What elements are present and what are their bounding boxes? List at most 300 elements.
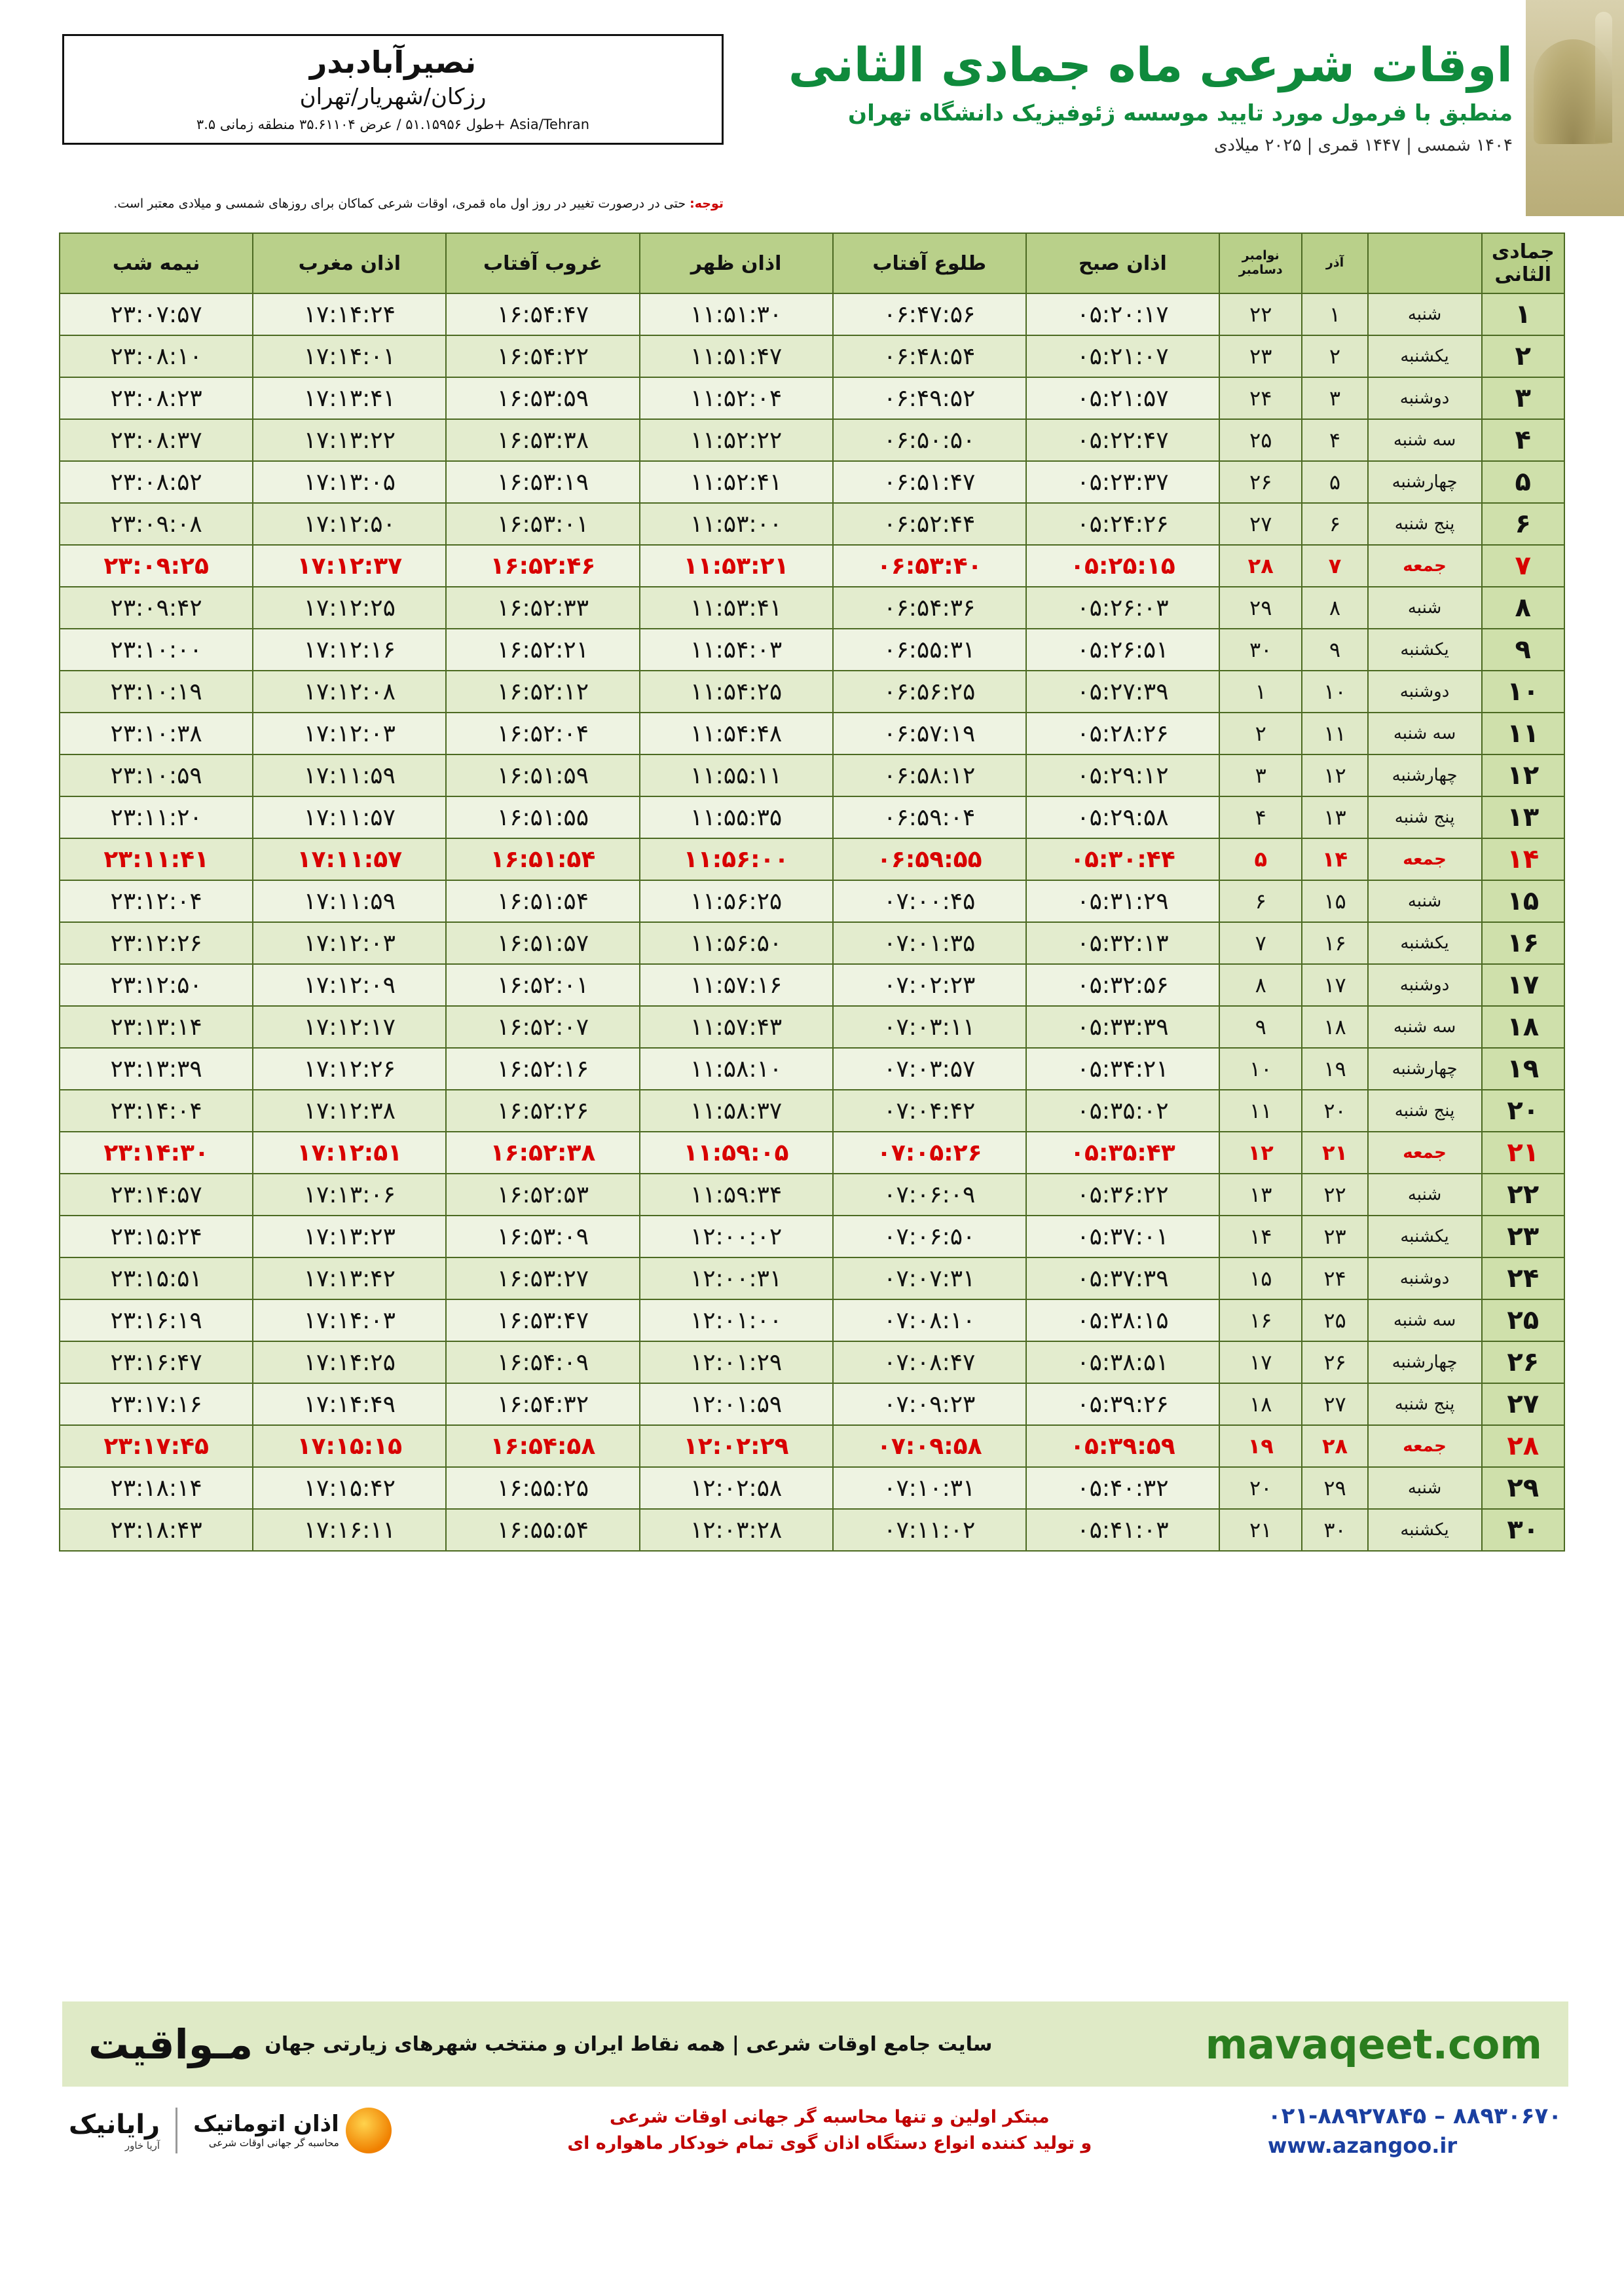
cell-hijri: ۱۹: [1302, 1048, 1367, 1090]
cell-dhuhr: ۱۱:۵۴:۲۵: [640, 671, 833, 713]
cell-fajr: ۰۵:۳۲:۱۳: [1026, 922, 1219, 964]
cell-dhuhr: ۱۲:۰۲:۵۸: [640, 1467, 833, 1509]
cell-midnight: ۲۳:۱۶:۴۷: [60, 1341, 253, 1383]
cell-maghrib: ۱۷:۱۴:۲۵: [253, 1341, 446, 1383]
cell-maghrib: ۱۷:۱۲:۲۵: [253, 587, 446, 629]
cell-sunrise: ۰۷:۰۶:۵۰: [833, 1216, 1026, 1257]
cell-midnight: ۲۳:۰۹:۲۵: [60, 545, 253, 587]
cell-hijri: ۲۷: [1302, 1383, 1367, 1425]
cell-midnight: ۲۳:۱۳:۳۹: [60, 1048, 253, 1090]
cell-sunrise: ۰۷:۰۵:۲۶: [833, 1132, 1026, 1174]
cell-midnight: ۲۳:۰۸:۳۷: [60, 419, 253, 461]
cell-midnight: ۲۳:۱۵:۵۱: [60, 1257, 253, 1299]
table-row: [60, 1090, 1564, 1132]
col-header-dhuhr: اذان ظهر: [640, 233, 833, 293]
cell-sunrise: ۰۷:۰۲:۲۳: [833, 964, 1026, 1006]
cell-sunrise: ۰۶:۵۹:۰۴: [833, 796, 1026, 838]
cell-fajr: ۰۵:۲۶:۰۳: [1026, 587, 1219, 629]
table-row: [60, 1425, 1564, 1467]
cell-maghrib: ۱۷:۱۱:۵۷: [253, 796, 446, 838]
cell-midnight: ۲۳:۱۱:۴۱: [60, 838, 253, 880]
col-header-midnight: نیمه شب: [60, 233, 253, 293]
cell-greg: ۵: [1219, 838, 1302, 880]
cell-weekday: پنج شنبه: [1368, 796, 1482, 838]
cell-fajr: ۰۵:۲۳:۳۷: [1026, 461, 1219, 503]
cell-hijri: ۲۶: [1302, 1341, 1367, 1383]
cell-sunrise: ۰۷:۰۳:۱۱: [833, 1006, 1026, 1048]
cell-fajr: ۰۵:۲۶:۵۱: [1026, 629, 1219, 671]
cell-weekday: دوشنبه: [1368, 377, 1482, 419]
cell-fajr: ۰۵:۲۹:۱۲: [1026, 754, 1219, 796]
cell-num: ۷: [1482, 545, 1564, 587]
cell-maghrib: ۱۷:۱۲:۰۹: [253, 964, 446, 1006]
rayanic-logo: [69, 2110, 160, 2151]
cell-num: ۳: [1482, 377, 1564, 419]
cell-sunrise: ۰۶:۴۸:۵۴: [833, 335, 1026, 377]
cell-midnight: ۲۳:۱۴:۵۷: [60, 1174, 253, 1216]
cell-maghrib: ۱۷:۱۳:۴۱: [253, 377, 446, 419]
table-row: [60, 545, 1564, 587]
cell-weekday: دوشنبه: [1368, 1257, 1482, 1299]
rayanic-logo-subtitle: آریا خاور: [124, 2140, 160, 2151]
cell-greg: ۲۰: [1219, 1467, 1302, 1509]
cell-sunrise: ۰۷:۰۰:۴۵: [833, 880, 1026, 922]
cell-hijri: ۱: [1302, 293, 1367, 335]
col-header-weekday: [1368, 233, 1482, 293]
cell-hijri: ۲۰: [1302, 1090, 1367, 1132]
cell-hijri: ۱۰: [1302, 671, 1367, 713]
cell-sunset: ۱۶:۵۳:۰۱: [446, 503, 639, 545]
cell-weekday: جمعه: [1368, 1132, 1482, 1174]
cell-sunset: ۱۶:۵۲:۱۶: [446, 1048, 639, 1090]
cell-maghrib: ۱۷:۱۲:۵۱: [253, 1132, 446, 1174]
cell-maghrib: ۱۷:۱۲:۵۰: [253, 503, 446, 545]
cell-sunset: ۱۶:۵۱:۵۷: [446, 922, 639, 964]
cell-num: ۴: [1482, 419, 1564, 461]
cell-sunrise: ۰۷:۰۹:۵۸: [833, 1425, 1026, 1467]
cell-sunrise: ۰۶:۵۰:۵۰: [833, 419, 1026, 461]
cell-num: ۱۸: [1482, 1006, 1564, 1048]
cell-num: ۱۳: [1482, 796, 1564, 838]
cell-sunrise: ۰۶:۵۵:۳۱: [833, 629, 1026, 671]
cell-midnight: ۲۳:۰۸:۵۲: [60, 461, 253, 503]
table-row: [60, 1048, 1564, 1090]
cell-greg: ۳۰: [1219, 629, 1302, 671]
cell-maghrib: ۱۷:۱۲:۲۶: [253, 1048, 446, 1090]
cell-midnight: ۲۳:۱۲:۵۰: [60, 964, 253, 1006]
cell-midnight: ۲۳:۰۹:۴۲: [60, 587, 253, 629]
cell-midnight: ۲۳:۱۲:۰۴: [60, 880, 253, 922]
cell-sunrise: ۰۷:۱۰:۳۱: [833, 1467, 1026, 1509]
cell-fajr: ۰۵:۳۸:۵۱: [1026, 1341, 1219, 1383]
cell-hijri: ۲۱: [1302, 1132, 1367, 1174]
cell-maghrib: ۱۷:۱۴:۰۱: [253, 335, 446, 377]
cell-hijri: ۳: [1302, 377, 1367, 419]
cell-sunrise: ۰۶:۵۶:۲۵: [833, 671, 1026, 713]
table-row: [60, 419, 1564, 461]
cell-dhuhr: ۱۱:۵۶:۲۵: [640, 880, 833, 922]
cell-sunrise: ۰۶:۵۷:۱۹: [833, 713, 1026, 754]
cell-maghrib: ۱۷:۱۳:۰۶: [253, 1174, 446, 1216]
cell-num: ۲۶: [1482, 1341, 1564, 1383]
location-box: [62, 34, 724, 145]
cell-fajr: ۰۵:۳۷:۰۱: [1026, 1216, 1219, 1257]
cell-fajr: ۰۵:۳۳:۳۹: [1026, 1006, 1219, 1048]
cell-hijri: ۵: [1302, 461, 1367, 503]
cell-dhuhr: ۱۲:۰۱:۵۹: [640, 1383, 833, 1425]
cell-midnight: ۲۳:۰۷:۵۷: [60, 293, 253, 335]
cell-num: ۹: [1482, 629, 1564, 671]
cell-weekday: جمعه: [1368, 545, 1482, 587]
table-row: [60, 293, 1564, 335]
table-body: [60, 293, 1564, 1551]
cell-dhuhr: ۱۲:۰۰:۰۲: [640, 1216, 833, 1257]
table-row: [60, 713, 1564, 754]
cell-sunrise: ۰۶:۵۲:۴۴: [833, 503, 1026, 545]
contact-block: [1268, 2103, 1562, 2158]
contact-phone: ۰۲۱-۸۸۹۲۷۸۴۵ – ۸۸۹۳۰۶۷۰: [1267, 2103, 1562, 2129]
tagline-line-1: مبتکر اولین و تنها محاسبه گر جهانی اوقات شرعی: [610, 2106, 1050, 2127]
cell-greg: ۲۹: [1219, 587, 1302, 629]
cell-weekday: سه شنبه: [1368, 1006, 1482, 1048]
cell-midnight: ۲۳:۱۸:۴۳: [60, 1509, 253, 1551]
cell-greg: ۱۷: [1219, 1341, 1302, 1383]
page-footer: [0, 1988, 1624, 2270]
cell-weekday: شنبه: [1368, 293, 1482, 335]
cell-maghrib: ۱۷:۱۵:۴۲: [253, 1467, 446, 1509]
cell-greg: ۱۸: [1219, 1383, 1302, 1425]
table-row: [60, 629, 1564, 671]
cell-fajr: ۰۵:۳۹:۵۹: [1026, 1425, 1219, 1467]
cell-dhuhr: ۱۱:۵۲:۴۱: [640, 461, 833, 503]
col-header-sunrise: طلوع آفتاب: [833, 233, 1026, 293]
cell-midnight: ۲۳:۱۲:۲۶: [60, 922, 253, 964]
note-line: [62, 196, 724, 211]
cell-fajr: ۰۵:۲۱:۰۷: [1026, 335, 1219, 377]
cell-greg: ۶: [1219, 880, 1302, 922]
cell-dhuhr: ۱۱:۵۵:۱۱: [640, 754, 833, 796]
cell-greg: ۱۴: [1219, 1216, 1302, 1257]
cell-sunset: ۱۶:۵۴:۰۹: [446, 1341, 639, 1383]
cell-sunset: ۱۶:۵۲:۵۳: [446, 1174, 639, 1216]
table-row: [60, 461, 1564, 503]
cell-maghrib: ۱۷:۱۲:۰۳: [253, 713, 446, 754]
cell-weekday: چهارشنبه: [1368, 1341, 1482, 1383]
table-row: [60, 880, 1564, 922]
azangoo-logo-title: اذان اتوماتیک: [193, 2111, 339, 2138]
cell-sunset: ۱۶:۵۲:۲۶: [446, 1090, 639, 1132]
cell-num: ۱۷: [1482, 964, 1564, 1006]
cell-sunrise: ۰۶:۴۹:۵۲: [833, 377, 1026, 419]
contact-website[interactable]: www.azangoo.ir: [1267, 2133, 1458, 2158]
cell-maghrib: ۱۷:۱۲:۰۸: [253, 671, 446, 713]
table-row: [60, 1509, 1564, 1551]
rayanic-logo-title: رایانیک: [69, 2110, 160, 2140]
cell-sunset: ۱۶:۵۳:۴۷: [446, 1299, 639, 1341]
table-row: [60, 922, 1564, 964]
cell-midnight: ۲۳:۱۴:۰۴: [60, 1090, 253, 1132]
table-header-row: [60, 233, 1564, 293]
cell-num: ۲۳: [1482, 1216, 1564, 1257]
cell-greg: ۱۵: [1219, 1257, 1302, 1299]
cell-hijri: ۲: [1302, 335, 1367, 377]
cell-greg: ۲: [1219, 713, 1302, 754]
cell-num: ۲۵: [1482, 1299, 1564, 1341]
cell-dhuhr: ۱۱:۵۱:۴۷: [640, 335, 833, 377]
cell-hijri: ۱۴: [1302, 838, 1367, 880]
cell-sunset: ۱۶:۵۲:۳۳: [446, 587, 639, 629]
note-text: حتی در درصورت تغییر در روز اول ماه قمری، اوقات شرعی کماکان برای روزهای شمسی و میلادی معتبر است.: [113, 196, 690, 211]
cell-maghrib: ۱۷:۱۲:۰۳: [253, 922, 446, 964]
cell-sunset: ۱۶:۵۵:۲۵: [446, 1467, 639, 1509]
cell-maghrib: ۱۷:۱۳:۲۲: [253, 419, 446, 461]
cell-midnight: ۲۳:۱۳:۱۴: [60, 1006, 253, 1048]
cell-sunset: ۱۶:۵۲:۴۶: [446, 545, 639, 587]
cell-fajr: ۰۵:۳۵:۴۳: [1026, 1132, 1219, 1174]
cell-num: ۱۹: [1482, 1048, 1564, 1090]
cell-greg: ۲۴: [1219, 377, 1302, 419]
cell-hijri: ۱۳: [1302, 796, 1367, 838]
cell-weekday: جمعه: [1368, 1425, 1482, 1467]
cell-fajr: ۰۵:۲۸:۲۶: [1026, 713, 1219, 754]
cell-fajr: ۰۵:۳۴:۲۱: [1026, 1048, 1219, 1090]
cell-dhuhr: ۱۲:۰۰:۳۱: [640, 1257, 833, 1299]
cell-sunrise: ۰۷:۰۳:۵۷: [833, 1048, 1026, 1090]
cell-sunset: ۱۶:۵۱:۵۴: [446, 838, 639, 880]
table-row: [60, 1341, 1564, 1383]
cell-dhuhr: ۱۱:۵۹:۳۴: [640, 1174, 833, 1216]
cell-num: ۱۲: [1482, 754, 1564, 796]
cell-hijri: ۷: [1302, 545, 1367, 587]
brand-group: [88, 2020, 992, 2068]
footer-brand-band: [62, 2001, 1568, 2087]
cell-greg: ۱۰: [1219, 1048, 1302, 1090]
cell-sunset: ۱۶:۵۲:۳۸: [446, 1132, 639, 1174]
cell-midnight: ۲۳:۱۵:۲۴: [60, 1216, 253, 1257]
cell-num: ۲: [1482, 335, 1564, 377]
cell-sunset: ۱۶:۵۳:۱۹: [446, 461, 639, 503]
cell-dhuhr: ۱۱:۵۹:۰۵: [640, 1132, 833, 1174]
cell-midnight: ۲۳:۱۶:۱۹: [60, 1299, 253, 1341]
cell-fajr: ۰۵:۳۰:۴۴: [1026, 838, 1219, 880]
cell-dhuhr: ۱۱:۵۳:۲۱: [640, 545, 833, 587]
cell-greg: ۱۳: [1219, 1174, 1302, 1216]
col-header-azar: آذر: [1302, 233, 1367, 293]
cell-num: ۱: [1482, 293, 1564, 335]
cell-dhuhr: ۱۱:۵۷:۱۶: [640, 964, 833, 1006]
table-row: [60, 1006, 1564, 1048]
cell-midnight: ۲۳:۰۸:۱۰: [60, 335, 253, 377]
cell-weekday: پنج شنبه: [1368, 1090, 1482, 1132]
col-header-sunset: غروب آفتاب: [446, 233, 639, 293]
cell-sunset: ۱۶:۵۳:۵۹: [446, 377, 639, 419]
table-row: [60, 754, 1564, 796]
cell-sunset: ۱۶:۵۳:۳۸: [446, 419, 639, 461]
cell-num: ۱۰: [1482, 671, 1564, 713]
cell-greg: ۲۸: [1219, 545, 1302, 587]
cell-fajr: ۰۵:۳۱:۲۹: [1026, 880, 1219, 922]
table-row: [60, 671, 1564, 713]
brand-website-link[interactable]: mavaqeet.com: [1205, 2020, 1542, 2068]
cell-midnight: ۲۳:۱۷:۴۵: [60, 1425, 253, 1467]
cell-sunset: ۱۶:۵۴:۴۷: [446, 293, 639, 335]
col-header-gregorian: نوامبر دسامبر: [1219, 233, 1302, 293]
cell-weekday: دوشنبه: [1368, 964, 1482, 1006]
cell-weekday: یکشنبه: [1368, 922, 1482, 964]
cell-num: ۲۷: [1482, 1383, 1564, 1425]
cell-midnight: ۲۳:۰۸:۲۳: [60, 377, 253, 419]
cell-hijri: ۳۰: [1302, 1509, 1367, 1551]
footer-bottom-row: [62, 2103, 1568, 2158]
cell-midnight: ۲۳:۱۴:۳۰: [60, 1132, 253, 1174]
cell-maghrib: ۱۷:۱۱:۵۹: [253, 880, 446, 922]
cell-weekday: شنبه: [1368, 880, 1482, 922]
cell-maghrib: ۱۷:۱۳:۲۳: [253, 1216, 446, 1257]
table-row: [60, 587, 1564, 629]
cell-hijri: ۱۵: [1302, 880, 1367, 922]
cell-sunrise: ۰۶:۴۷:۵۶: [833, 293, 1026, 335]
cell-num: ۲۰: [1482, 1090, 1564, 1132]
azangoo-logo: [193, 2108, 392, 2153]
prayer-times-table-container: [59, 233, 1565, 1552]
cell-sunrise: ۰۶:۵۸:۱۲: [833, 754, 1026, 796]
cell-sunset: ۱۶:۵۲:۰۴: [446, 713, 639, 754]
cell-hijri: ۲۴: [1302, 1257, 1367, 1299]
logo-divider: [175, 2108, 177, 2153]
cell-maghrib: ۱۷:۱۱:۵۹: [253, 754, 446, 796]
cell-hijri: ۱۶: [1302, 922, 1367, 964]
cell-hijri: ۶: [1302, 503, 1367, 545]
cell-greg: ۷: [1219, 922, 1302, 964]
cell-weekday: دوشنبه: [1368, 671, 1482, 713]
cell-sunset: ۱۶:۵۴:۲۲: [446, 335, 639, 377]
cell-greg: ۲۲: [1219, 293, 1302, 335]
cell-weekday: پنج شنبه: [1368, 503, 1482, 545]
cell-num: ۲۹: [1482, 1467, 1564, 1509]
cell-greg: ۲۳: [1219, 335, 1302, 377]
company-tagline: [567, 2104, 1092, 2157]
cell-weekday: چهارشنبه: [1368, 461, 1482, 503]
cell-weekday: یکشنبه: [1368, 335, 1482, 377]
cell-weekday: چهارشنبه: [1368, 754, 1482, 796]
cell-greg: ۴: [1219, 796, 1302, 838]
cell-maghrib: ۱۷:۱۲:۱۷: [253, 1006, 446, 1048]
cell-num: ۱۴: [1482, 838, 1564, 880]
cell-weekday: پنج شنبه: [1368, 1383, 1482, 1425]
cell-hijri: ۲۳: [1302, 1216, 1367, 1257]
cell-dhuhr: ۱۱:۵۶:۰۰: [640, 838, 833, 880]
cell-greg: ۱: [1219, 671, 1302, 713]
cell-maghrib: ۱۷:۱۲:۱۶: [253, 629, 446, 671]
cell-dhuhr: ۱۲:۰۱:۲۹: [640, 1341, 833, 1383]
cell-fajr: ۰۵:۴۱:۰۳: [1026, 1509, 1219, 1551]
cell-sunset: ۱۶:۵۲:۰۱: [446, 964, 639, 1006]
cell-sunset: ۱۶:۵۴:۵۸: [446, 1425, 639, 1467]
cell-weekday: شنبه: [1368, 1467, 1482, 1509]
cell-sunrise: ۰۷:۰۸:۱۰: [833, 1299, 1026, 1341]
table-row: [60, 796, 1564, 838]
cell-midnight: ۲۳:۱۷:۱۶: [60, 1383, 253, 1425]
cell-greg: ۱۱: [1219, 1090, 1302, 1132]
cell-midnight: ۲۳:۱۰:۵۹: [60, 754, 253, 796]
cell-greg: ۳: [1219, 754, 1302, 796]
cell-sunrise: ۰۶:۵۱:۴۷: [833, 461, 1026, 503]
table-row: [60, 1216, 1564, 1257]
prayer-times-table: [59, 233, 1565, 1552]
cell-sunset: ۱۶:۵۴:۳۲: [446, 1383, 639, 1425]
cell-dhuhr: ۱۱:۵۸:۳۷: [640, 1090, 833, 1132]
cell-dhuhr: ۱۱:۵۵:۳۵: [640, 796, 833, 838]
table-row: [60, 377, 1564, 419]
cell-fajr: ۰۵:۳۵:۰۲: [1026, 1090, 1219, 1132]
note-prefix: توجه:: [690, 196, 724, 211]
cell-maghrib: ۱۷:۱۵:۱۵: [253, 1425, 446, 1467]
calendar-years: ۱۴۰۴ شمسی | ۱۴۴۷ قمری | ۲۰۲۵ میلادی: [1213, 136, 1513, 156]
cell-greg: ۲۵: [1219, 419, 1302, 461]
cell-fajr: ۰۵:۳۶:۲۲: [1026, 1174, 1219, 1216]
cell-hijri: ۲۵: [1302, 1299, 1367, 1341]
cell-midnight: ۲۳:۱۱:۲۰: [60, 796, 253, 838]
cell-sunrise: ۰۷:۰۱:۳۵: [833, 922, 1026, 964]
table-row: [60, 335, 1564, 377]
cell-hijri: ۸: [1302, 587, 1367, 629]
cell-hijri: ۲۸: [1302, 1425, 1367, 1467]
cell-dhuhr: ۱۱:۵۲:۲۲: [640, 419, 833, 461]
cell-hijri: ۴: [1302, 419, 1367, 461]
cell-fajr: ۰۵:۲۴:۲۶: [1026, 503, 1219, 545]
cell-greg: ۱۲: [1219, 1132, 1302, 1174]
location-coordinates: طول ۵۱.۱۵۹۵۶ / عرض ۳۵.۶۱۱۰۴ منطقه زمانی ۳.۵+ Asia/Tehran: [196, 116, 590, 132]
cell-sunset: ۱۶:۵۳:۲۷: [446, 1257, 639, 1299]
cell-greg: ۲۷: [1219, 503, 1302, 545]
cell-greg: ۲۶: [1219, 461, 1302, 503]
cell-maghrib: ۱۷:۱۳:۴۲: [253, 1257, 446, 1299]
cell-midnight: ۲۳:۱۰:۳۸: [60, 713, 253, 754]
table-row: [60, 1383, 1564, 1425]
cell-hijri: ۹: [1302, 629, 1367, 671]
cell-fajr: ۰۵:۲۷:۳۹: [1026, 671, 1219, 713]
cell-weekday: سه شنبه: [1368, 419, 1482, 461]
cell-sunrise: ۰۶:۵۳:۴۰: [833, 545, 1026, 587]
page-title: اوقات شرعی ماه جمادی الثانی: [788, 37, 1513, 92]
cell-weekday: سه شنبه: [1368, 1299, 1482, 1341]
tagline-line-2: و تولید کننده انواع دستگاه اذان گوی تمام خودکار ماهواره ای: [567, 2133, 1092, 2153]
cell-sunrise: ۰۷:۰۸:۴۷: [833, 1341, 1026, 1383]
cell-fajr: ۰۵:۲۲:۴۷: [1026, 419, 1219, 461]
cell-sunrise: ۰۷:۰۷:۳۱: [833, 1257, 1026, 1299]
cell-weekday: چهارشنبه: [1368, 1048, 1482, 1090]
cell-sunset: ۱۶:۵۵:۵۴: [446, 1509, 639, 1551]
brand-name: مـواقیت: [88, 2020, 253, 2068]
cell-dhuhr: ۱۲:۰۲:۲۹: [640, 1425, 833, 1467]
brand-slogan: سایت جامع اوقات شرعی | همه نقاط ایران و منتخب شهرهای زیارتی جهان: [265, 2032, 993, 2056]
cell-hijri: ۲۲: [1302, 1174, 1367, 1216]
cell-fajr: ۰۵:۳۸:۱۵: [1026, 1299, 1219, 1341]
table-row: [60, 1299, 1564, 1341]
cell-num: ۱۱: [1482, 713, 1564, 754]
cell-midnight: ۲۳:۱۰:۱۹: [60, 671, 253, 713]
cell-fajr: ۰۵:۳۹:۲۶: [1026, 1383, 1219, 1425]
cell-fajr: ۰۵:۴۰:۳۲: [1026, 1467, 1219, 1509]
cell-greg: ۸: [1219, 964, 1302, 1006]
cell-greg: ۹: [1219, 1006, 1302, 1048]
cell-midnight: ۲۳:۰۹:۰۸: [60, 503, 253, 545]
cell-dhuhr: ۱۱:۵۴:۰۳: [640, 629, 833, 671]
cell-num: ۱۵: [1482, 880, 1564, 922]
cell-dhuhr: ۱۱:۵۲:۰۴: [640, 377, 833, 419]
table-row: [60, 1132, 1564, 1174]
cell-weekday: شنبه: [1368, 587, 1482, 629]
